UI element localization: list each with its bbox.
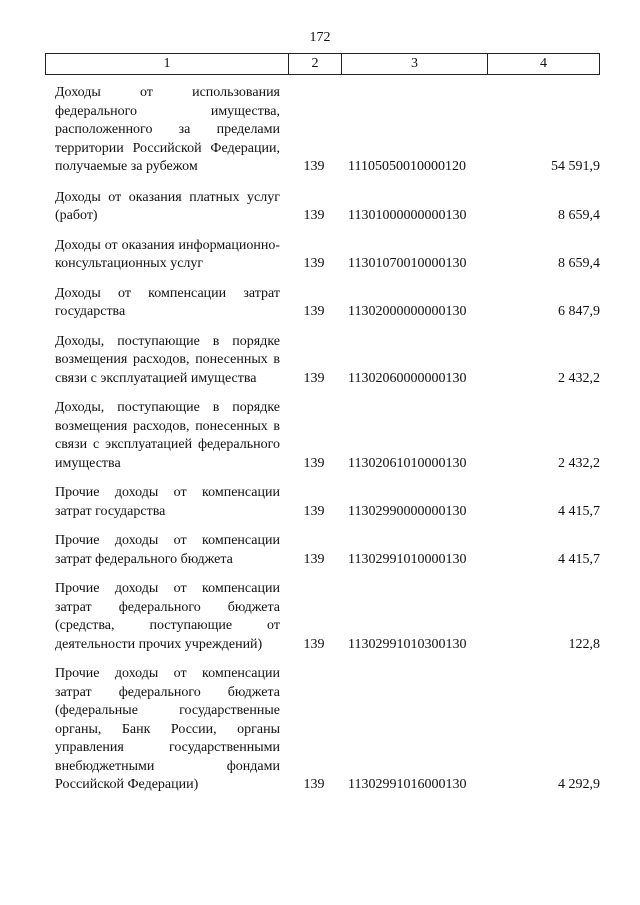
budget-code: 11302991010000130 <box>348 551 467 567</box>
table-row <box>55 333 600 389</box>
budget-code: 11302990000000130 <box>348 503 467 519</box>
budget-code: 11302061010000130 <box>348 455 467 471</box>
budget-code: 11302000000000130 <box>348 304 467 319</box>
income-name: Прочие доходы от компенсации затрат федерального бюджета (федеральные государственные органы, Банк России, органы управления государственными внебюджетными фондами Российской Федерации) <box>55 666 280 792</box>
budget-code: 11302991016000130 <box>348 777 467 792</box>
budget-code: 11301000000000130 <box>348 208 467 223</box>
admin-code: 139 <box>303 551 325 567</box>
column-header-row <box>46 54 600 75</box>
amount: 4 415,7 <box>558 503 600 519</box>
amount: 8 659,4 <box>558 208 600 223</box>
admin-code: 139 <box>303 304 325 319</box>
income-name: Доходы от использования федерального имущества, расположенного за пределами территории Российской Федерации, получаемые за рубежом <box>55 85 280 174</box>
income-table-body <box>55 84 600 806</box>
amount: 6 847,9 <box>558 304 600 319</box>
income-name: Доходы от компенсации затрат государства <box>55 285 280 319</box>
income-name: Доходы, поступающие в порядке возмещения расходов, понесенных в связи с эксплуатацией имущества <box>55 333 280 386</box>
column-header-table <box>45 53 600 75</box>
table-row <box>55 285 600 322</box>
budget-code: 11105050010000120 <box>348 159 466 174</box>
admin-code: 139 <box>303 208 325 223</box>
amount: 4 292,9 <box>558 777 600 792</box>
admin-code: 139 <box>303 455 325 471</box>
admin-code: 139 <box>303 256 325 271</box>
table-row <box>55 237 600 274</box>
amount: 54 591,9 <box>551 159 600 174</box>
budget-code: 11302060000000130 <box>348 370 467 386</box>
income-name: Прочие доходы от компенсации затрат государства <box>55 485 280 519</box>
amount: 122,8 <box>568 636 600 652</box>
admin-code: 139 <box>303 636 325 652</box>
column-header-2: 2 <box>289 54 342 75</box>
table-row <box>55 532 600 569</box>
income-name: Доходы от оказания платных услуг (работ) <box>55 189 280 223</box>
budget-code: 11302991010300130 <box>348 636 467 652</box>
income-name: Прочие доходы от компенсации затрат федерального бюджета (средства, поступающие от деятельности прочих учреждений) <box>55 581 280 652</box>
amount: 2 432,2 <box>558 455 600 471</box>
admin-code: 139 <box>303 370 325 386</box>
income-name: Доходы от оказания информационно-консультационных услуг <box>55 237 280 271</box>
budget-code: 11301070010000130 <box>348 256 467 271</box>
income-name: Доходы, поступающие в порядке возмещения расходов, понесенных в связи с эксплуатацией федерального имущества <box>55 400 280 471</box>
table-row <box>55 580 600 654</box>
income-name: Прочие доходы от компенсации затрат федерального бюджета <box>55 533 280 567</box>
amount: 8 659,4 <box>558 256 600 271</box>
admin-code: 139 <box>303 503 325 519</box>
admin-code: 139 <box>303 159 325 174</box>
table-row <box>55 665 600 795</box>
admin-code: 139 <box>303 777 325 792</box>
table-row <box>55 399 600 473</box>
column-header-3: 3 <box>342 54 488 75</box>
amount: 4 415,7 <box>558 551 600 567</box>
column-header-4: 4 <box>488 54 600 75</box>
table-row <box>55 84 600 177</box>
table-row <box>55 189 600 226</box>
amount: 2 432,2 <box>558 370 600 386</box>
table-row <box>55 484 600 521</box>
column-header-1: 1 <box>46 54 289 75</box>
page-number: 172 <box>309 30 331 45</box>
